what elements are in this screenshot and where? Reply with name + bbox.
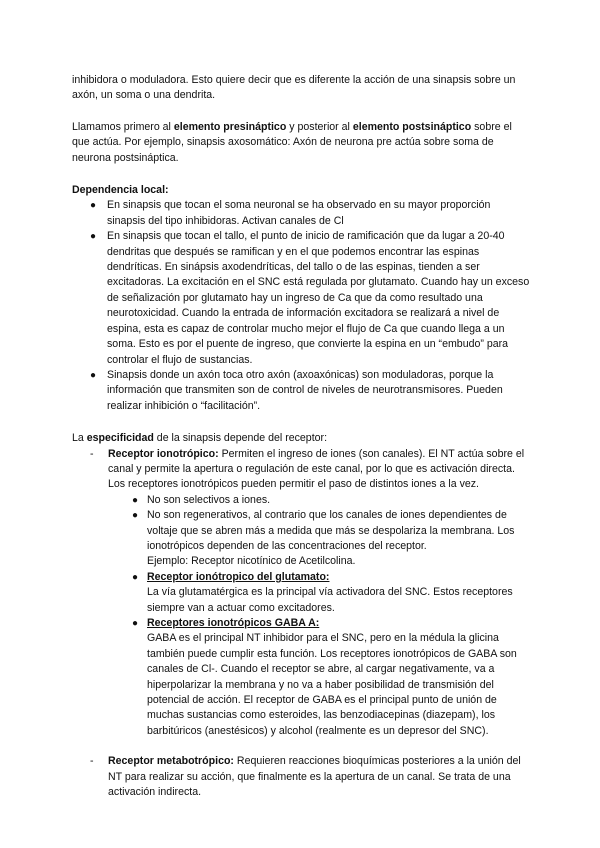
list-item [108, 616, 530, 739]
metabotropic-heading: Receptor metabotrópico: [108, 755, 234, 768]
bullet-icon: ● [132, 494, 139, 506]
postsynaptic-term: elemento postsináptico [352, 120, 472, 133]
dependencia-list [72, 198, 530, 414]
bullet-icon: ● [132, 510, 139, 522]
list-item: ● En sinapsis que tocan el tallo, el punto de inicio de ramificación que da lugar a 20-40 dendritas que después se ramifican y en el que podemos encontrar las espinas dendríticas. En sinápsis axodendríticas, del tallo o de las espinas, tienden a ser excitadoras. La excitación en el SNC está regulada por glutamato. Cuando hay un exceso de señalización por glutamato hay un ingreso de Ca que da como resultado una neurotoxicidad. Cuando la entrada de información excitadora se realizará a nivel de espina, esta es capaz de controlar mucho mejor el flujo de Ca que cuando llega a un soma. Esto es por el puente de ingreso, que convierte la espina en un “embudo” para controlar el flujo de sustancias. [90, 230, 530, 366]
presynaptic-term: elemento presináptico [173, 120, 287, 133]
list-item: ● No son regenerativos, al contrario que los canales de iones dependientes de voltaje que se abren más a medida que más se despolariza la membrana. Los ionotrópicos dependen de las concentraciones del receptor. Ejemplo: Receptor nicotínico de Acetilcolina. [132, 509, 515, 568]
list-item: ● Sinapsis donde un axón toca otro axón (axoaxónicas) son moduladoras, porque la información que transmiten son de control de niveles de neurotransmisores. Pueden realizar inhibición o “facilitación”. [90, 368, 503, 412]
dash-marker: - [90, 447, 94, 460]
example-text: Ejemplo: Receptor nicotínico de Acetilcolina. [147, 555, 356, 568]
glutamate-heading: Receptor ionótropico del glutamato: [147, 570, 330, 583]
list-item [108, 570, 530, 616]
dash-marker: - [90, 755, 94, 768]
glutamate-text: La vía glutamatérgica es la principal vía activadora del SNC. Estos receptores siempre van a actuar como excitadores. [147, 586, 513, 614]
dependencia-heading: Dependencia local: [72, 184, 169, 197]
elements-text-1: Llamamos primero al [72, 120, 174, 133]
gaba-text: GABA es el principal NT inhibidor para el SNC, pero en la médula la glicina también puede cumplir esta función. Los receptores ionotrópicos de GABA son canales de Cl-. Cuando el receptor se abre, al cargar negativamente, va a hiperpolarizar la membrana y no va a haber posibilidad de transmisión del potencial de acción. El receptor de GABA es el principal punto de unión de muchas sustancias como esteroides, las benzodiacepinas (diazepam), los barbitúricos (anestésicos) y alcohol (realmente es un depresor del SNC). [147, 632, 517, 737]
especificidad-paragraph: La especificidad de la sinapsis depende del receptor: [72, 432, 328, 445]
elements-text-2: y posterior al [286, 120, 353, 133]
intro-paragraph: inhibidora o moduladora. Esto quiere decir que es diferente la acción de una sinapsis sobre un axón, un soma o una dendrita. [72, 74, 516, 102]
ionotropic-section [72, 447, 530, 740]
bullet-icon: ● [90, 200, 97, 212]
bullet-icon: ● [132, 618, 139, 629]
metabotropic-text: Requieren reacciones bioquímicas posteriores a la unión del NT para realizar su acción, que finalmente es la apertura de un canal. Se trata de una activación indirecta. [108, 755, 521, 799]
elements-paragraph [72, 120, 530, 166]
gaba-heading: Receptores ionotrópicos GABA A: [147, 617, 320, 629]
bullet-icon: ● [132, 571, 139, 583]
list-item: ● No son selectivos a iones. [108, 493, 530, 508]
ionotropic-text: Permiten el ingreso de iones (son canales). El NT actúa sobre el canal y permite la apertura o regulación de este canal, por lo que es activación directa. Los receptores ionotrópicos pueden permitir el paso de distintos iones a la vez. [108, 447, 525, 491]
bullet-icon: ● [90, 231, 97, 243]
document-body [72, 73, 530, 800]
list-item: ● En sinapsis que tocan el soma neuronal se ha observado en su mayor proporción sinapsis del tipo inhibidoras. Activan canales de Cl [90, 199, 491, 227]
elements-text-3: sobre el que actúa. Por ejemplo, sinapsis axosomático: Axón de neurona pre actúa sobre soma de neurona postsináptica. [72, 120, 512, 164]
metabotropic-section [72, 754, 530, 800]
ionotropic-sublist [108, 493, 530, 740]
especificidad-term: especificidad [86, 432, 154, 445]
bullet-icon: ● [90, 369, 97, 381]
ionotropic-heading: Receptor ionotrópico: [108, 447, 219, 460]
